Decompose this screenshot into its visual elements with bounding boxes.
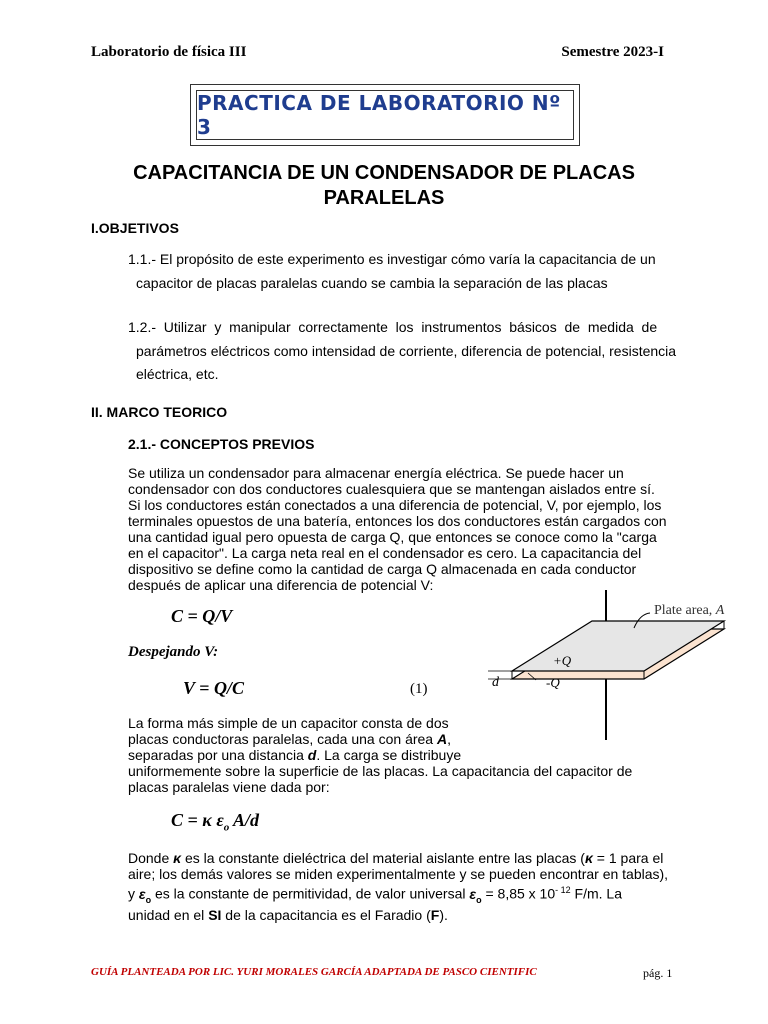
- conceptos-heading: 2.1.- CONCEPTOS PREVIOS: [128, 436, 315, 452]
- subscript: o: [145, 894, 152, 905]
- paragraph-1: [128, 465, 688, 593]
- equation-number: (1): [410, 681, 428, 697]
- equation-c-qv: C = Q/V: [171, 606, 233, 626]
- text: = 8,85 x 10: [481, 885, 556, 902]
- objetivos-heading: I.OBJETIVOS: [91, 220, 179, 236]
- text: Donde: [128, 850, 174, 866]
- objetivo-2: [128, 316, 678, 387]
- epsilon-symbol: ε: [138, 885, 146, 902]
- para1-line: en el capacitor". La carga neta real en el condensador es cero. La capacitancia del: [128, 545, 642, 561]
- text: = 1 para el: [592, 850, 664, 866]
- para2-line-4: uniformemente sobre la superficie de las placas. La capacitancia del capacitor de: [128, 763, 633, 779]
- header-right: Semestre 2023-I: [561, 44, 664, 60]
- header-left: Laboratorio de física III: [91, 44, 247, 60]
- kappa-symbol: κ: [173, 850, 182, 866]
- title-line-2: PARALELAS: [323, 187, 445, 209]
- objetivo-1-line-2: capacitor de placas paralelas cuando se cambia la separación de las placas: [136, 274, 608, 291]
- marco-heading: II. MARCO TEORICO: [91, 404, 228, 420]
- para1-line: dispositivo se define como la cantidad de carga Q almacenada en cada conductor: [128, 561, 637, 577]
- text: . La carga se distribuye: [316, 747, 462, 763]
- para1-line: Se utiliza un condensador para almacenar energía eléctrica. Se puede hacer un: [128, 465, 624, 481]
- para3-line-2: aire; los demás valores se miden experimentalmente y se pueden encontrar en tablas),: [128, 866, 669, 882]
- objetivo-1-line-1: 1.1.- El propósito de este experimento es investigar cómo varía la capacitancia de un: [128, 251, 656, 267]
- para2-line-5: placas paralelas viene dada por:: [128, 779, 330, 795]
- si-label: SI: [208, 907, 222, 924]
- text: ,: [447, 731, 451, 747]
- page-number: pág. 1: [643, 966, 673, 980]
- objetivo-1: [128, 248, 678, 295]
- minus-q-label: -Q: [546, 675, 560, 690]
- eq-part: A/d: [229, 810, 260, 830]
- para1-line: Si los conductores están conectados a una diferencia de potencial, V, por ejemplo, los: [128, 497, 662, 513]
- text: Plate area,: [654, 603, 716, 618]
- text: y: [128, 885, 139, 902]
- d-label: d: [492, 675, 499, 690]
- equation-capacitance: [171, 810, 259, 834]
- para1-line: una cantidad igual pero opuesta de carga Q, que entonces se conoce como la "carga: [128, 529, 657, 545]
- kappa-symbol: κ: [202, 810, 212, 830]
- text: es la constante de permitividad, de valor universal: [151, 885, 470, 902]
- text: es la constante dieléctrica del material aislante entre las placas (: [181, 850, 585, 866]
- title-banner: [190, 84, 580, 146]
- epsilon-symbol: ε: [211, 810, 224, 830]
- objetivo-2-line-2: parámetros eléctricos como intensidad de corriente, diferencia de potencial, resistencia: [136, 342, 677, 359]
- subscript: o: [476, 894, 482, 905]
- eq-part: C =: [171, 810, 203, 830]
- equation-v-qc: V = Q/C: [183, 678, 244, 698]
- despejando-label: Despejando V:: [128, 644, 219, 660]
- exponent: - 12: [555, 885, 571, 895]
- banner-text: PRACTICA DE LABORATORIO Nº 3: [197, 91, 561, 139]
- para1-line: después de aplicar una diferencia de potencial V:: [128, 577, 434, 593]
- para1-line: condensador con dos conductores cualesquiera que se mantengan aislados entre sí.: [128, 481, 655, 497]
- footer-credit: GUÍA PLANTEADA POR LIC. YURI MORALES GARCÍA ADAPTADA DE PASCO CIENTIFIC: [91, 966, 537, 978]
- para2-line-1: La forma más simple de un capacitor consta de dos: [128, 715, 449, 731]
- kappa-symbol: κ: [584, 850, 593, 866]
- paragraph-3: [128, 850, 688, 923]
- document-title: [100, 161, 668, 211]
- para1-line: terminales opuestos de una batería, entonces los dos conductores están cargados con: [128, 513, 667, 529]
- text: placas conductoras paralelas, cada una con área: [128, 731, 437, 747]
- var-a: A: [436, 731, 448, 747]
- text: F/m. La: [570, 885, 623, 902]
- epsilon-symbol: ε: [469, 885, 477, 902]
- title-banner-inner: [196, 90, 574, 140]
- para2-line-3: [128, 747, 688, 763]
- title-line-1: CAPACITANCIA DE UN CONDENSADOR DE PLACAS: [133, 162, 635, 184]
- text: de la capacitancia es el Faradio (: [221, 907, 431, 924]
- para3-line-3: [128, 882, 688, 907]
- text: separadas por una distancia: [128, 747, 308, 763]
- text: unidad en el: [128, 907, 209, 924]
- plate-area-label: [654, 603, 724, 619]
- var-d: d: [307, 747, 317, 763]
- para3-line-4: [128, 907, 688, 923]
- eq-subscript: o: [223, 821, 230, 834]
- farad-symbol: F: [430, 907, 440, 924]
- var-a: A: [715, 603, 725, 618]
- text: ).: [439, 907, 448, 924]
- objetivo-2-line-3: eléctrica, etc.: [136, 366, 219, 382]
- plus-q-label: +Q: [553, 653, 572, 668]
- objetivo-2-line-1: 1.2.- Utilizar y manipular correctamente los instrumentos básicos de medida de: [128, 319, 658, 335]
- para3-line-1: [128, 850, 688, 866]
